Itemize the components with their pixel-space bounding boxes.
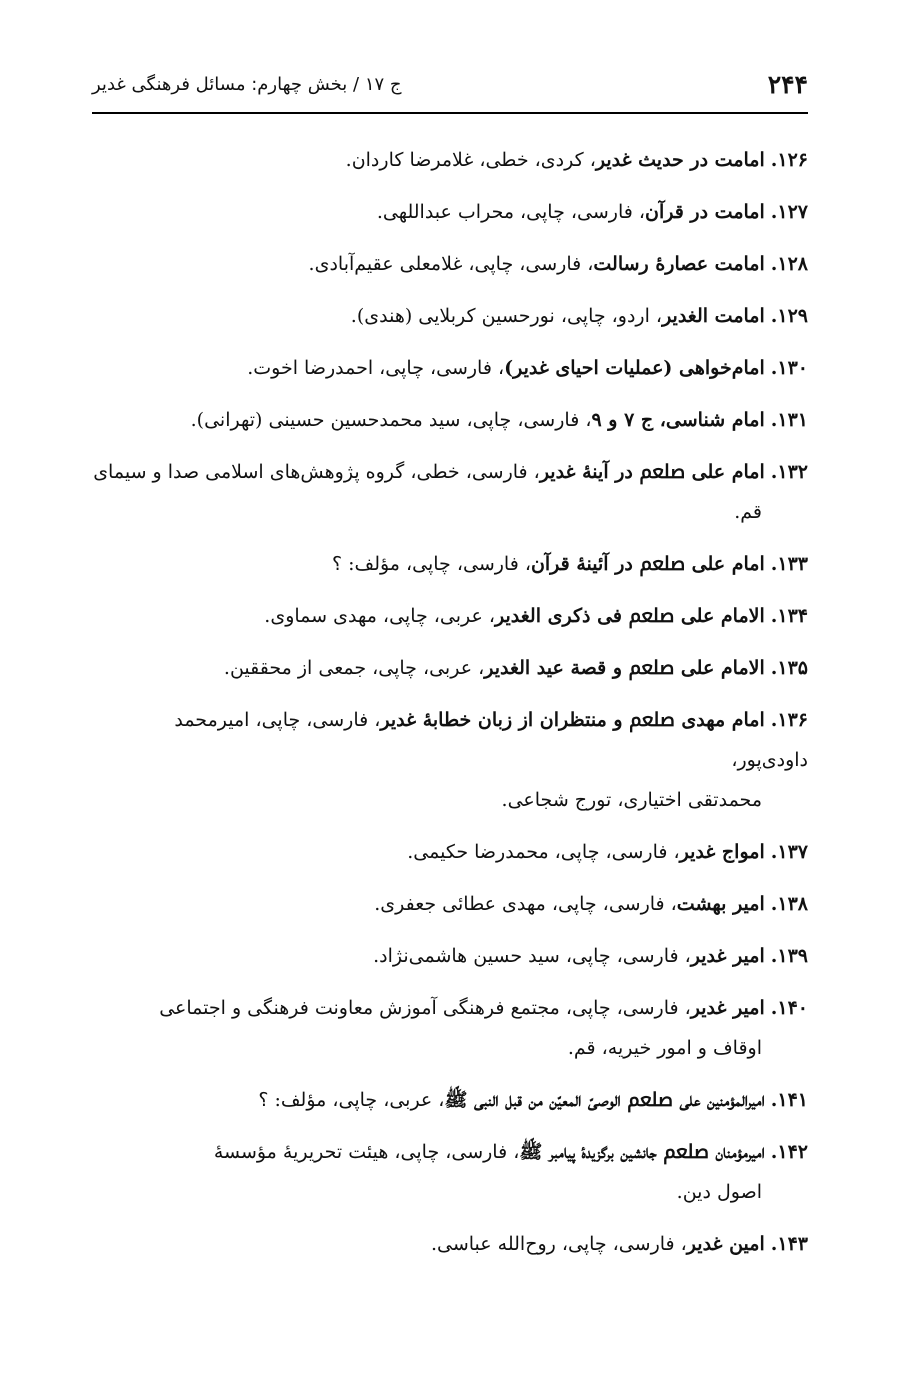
entry-number: ۱۳۶. [770, 709, 808, 731]
entry-number: ۱۳۸. [770, 893, 808, 915]
entry-title: امین غدیر [686, 1233, 765, 1255]
bibliography-list [92, 140, 808, 1276]
entry-number: ۱۲۸. [770, 253, 808, 275]
entry-number: ۱۳۷. [770, 841, 808, 863]
list-item [92, 596, 808, 636]
list-item [92, 244, 808, 284]
entry-title: امیر بهشت [676, 893, 765, 915]
list-item [92, 452, 808, 532]
entry-details: ، اردو، چاپی، نورحسین کربلایی (هندی). [350, 305, 663, 327]
entry-number: ۱۴۳. [770, 1233, 808, 1255]
entry-details: ، فارسی، چاپی، غلامعلی عقیم‌آبادی. [308, 253, 594, 275]
entry-details: ، فارسی، چاپی، مجتمع فرهنگی آموزش معاونت فرهنگی و اجتماعی [159, 997, 691, 1019]
list-item [92, 1080, 808, 1120]
entry-title: امام مهدی ﷵ و منتظران از زبان خطابهٔ غدیر [380, 709, 765, 731]
entry-number: ۱۴۲. [770, 1141, 808, 1163]
entry-title: امامت در حدیث غدیر [595, 149, 765, 171]
entry-title: امامت در قرآن [645, 201, 765, 223]
list-item [92, 140, 808, 180]
list-item [92, 988, 808, 1068]
entry-continuation: اوقاف و امور خیریه، قم. [567, 1037, 762, 1059]
list-item [92, 192, 808, 232]
entry-title: امواج غدیر [679, 841, 765, 863]
entry-number: ۱۴۰. [770, 997, 808, 1019]
entry-details: ، فارسی، چاپی، سید حسین هاشمی‌نژاد. [373, 945, 691, 967]
entry-details: ، عربی، چاپی، مؤلف: ؟ [258, 1089, 445, 1111]
list-item [92, 544, 808, 584]
entry-number: ۱۴۱. [770, 1089, 808, 1111]
page-header [92, 62, 808, 114]
list-item [92, 1132, 808, 1212]
entry-number: ۱۳۲. [770, 461, 808, 483]
entry-number: ۱۳۹. [770, 945, 808, 967]
entry-details: ، فارسی، چاپی، مؤلف: ؟ [332, 553, 531, 575]
entry-details: ، فارسی، چاپی، مهدی عطائی جعفری. [374, 893, 677, 915]
entry-number: ۱۳۳. [770, 553, 808, 575]
list-item [92, 296, 808, 336]
entry-title: امام علی ﷵ در آینهٔ غدیر [539, 461, 765, 483]
list-item [92, 700, 808, 820]
entry-continuation: قم. [734, 501, 762, 523]
entry-details: ، فارسی، چاپی، روح‌الله عباسی. [430, 1233, 687, 1255]
entry-title: الامام علی ﷵ فی ذکری الغدیر [495, 605, 765, 627]
entry-title: الامام علی ﷵ و قصة عید الغدیر [484, 657, 765, 679]
page-number: ۲۴۴ [767, 70, 808, 99]
entry-title: امیرالمؤمنین علی ﷵ الوصیّ المعیّن من قبل النبی ﷺ [444, 1089, 765, 1111]
entry-details: ، فارسی، چاپی، محراب عبداللهی. [376, 201, 645, 223]
entry-number: ۱۲۹. [770, 305, 808, 327]
entry-title: امیر غدیر [690, 945, 765, 967]
entry-number: ۱۳۱. [770, 409, 808, 431]
entry-title: امامت عصارهٔ رسالت [593, 253, 765, 275]
entry-details: ، عربی، چاپی، جمعی از محققین. [223, 657, 485, 679]
entry-details: ، فارسی، چاپی، محمدرضا حکیمی. [407, 841, 680, 863]
entry-number: ۱۳۵. [770, 657, 808, 679]
entry-continuation: محمدتقی اختیاری، تورج شجاعی. [501, 789, 762, 811]
entry-title: امیرمؤمنان ﷵ جانشین برگزیدهٔ پیامبر ﷺ [519, 1141, 765, 1163]
entry-details: ، فارسی، چاپی، احمدرضا اخوت. [247, 357, 505, 379]
entry-title: امیر غدیر [690, 997, 765, 1019]
list-item [92, 884, 808, 924]
list-item [92, 648, 808, 688]
entry-number: ۱۲۷. [770, 201, 808, 223]
list-item [92, 1224, 808, 1264]
entry-details: ، فارسی، چاپی، هیئت تحریریهٔ مؤسسهٔ [213, 1141, 520, 1163]
entry-number: ۱۳۴. [770, 605, 808, 627]
entry-details: ، فارسی، چاپی، سید محمدحسین حسینی (تهرانی). [190, 409, 592, 431]
list-item [92, 400, 808, 440]
entry-title: امام علی ﷵ در آئینهٔ قرآن [530, 553, 765, 575]
entry-title: امام شناسی، ج ۷ و ۹ [591, 409, 765, 431]
list-item [92, 936, 808, 976]
entry-title: امام‌خواهی (عملیات احیای غدیر) [504, 357, 765, 379]
entry-details: ، فارسی، خطی، گروه پژوهش‌های اسلامی صدا و سیمای [93, 461, 540, 483]
entry-details: ، عربی، چاپی، مهدی سماوی. [264, 605, 496, 627]
list-item [92, 832, 808, 872]
entry-number: ۱۲۶. [770, 149, 808, 171]
entry-continuation: اصول دین. [676, 1181, 762, 1203]
entry-title: امامت الغدیر [662, 305, 765, 327]
entry-details: ، فارسی، چاپی، امیرمحمد داودی‌پور، [174, 709, 808, 771]
entry-number: ۱۳۰. [770, 357, 808, 379]
list-item [92, 348, 808, 388]
running-head: ج ۱۷ / بخش چهارم: مسائل فرهنگی غدیر [92, 74, 402, 95]
entry-details: ، کردی، خطی، غلامرضا کاردان. [345, 149, 596, 171]
